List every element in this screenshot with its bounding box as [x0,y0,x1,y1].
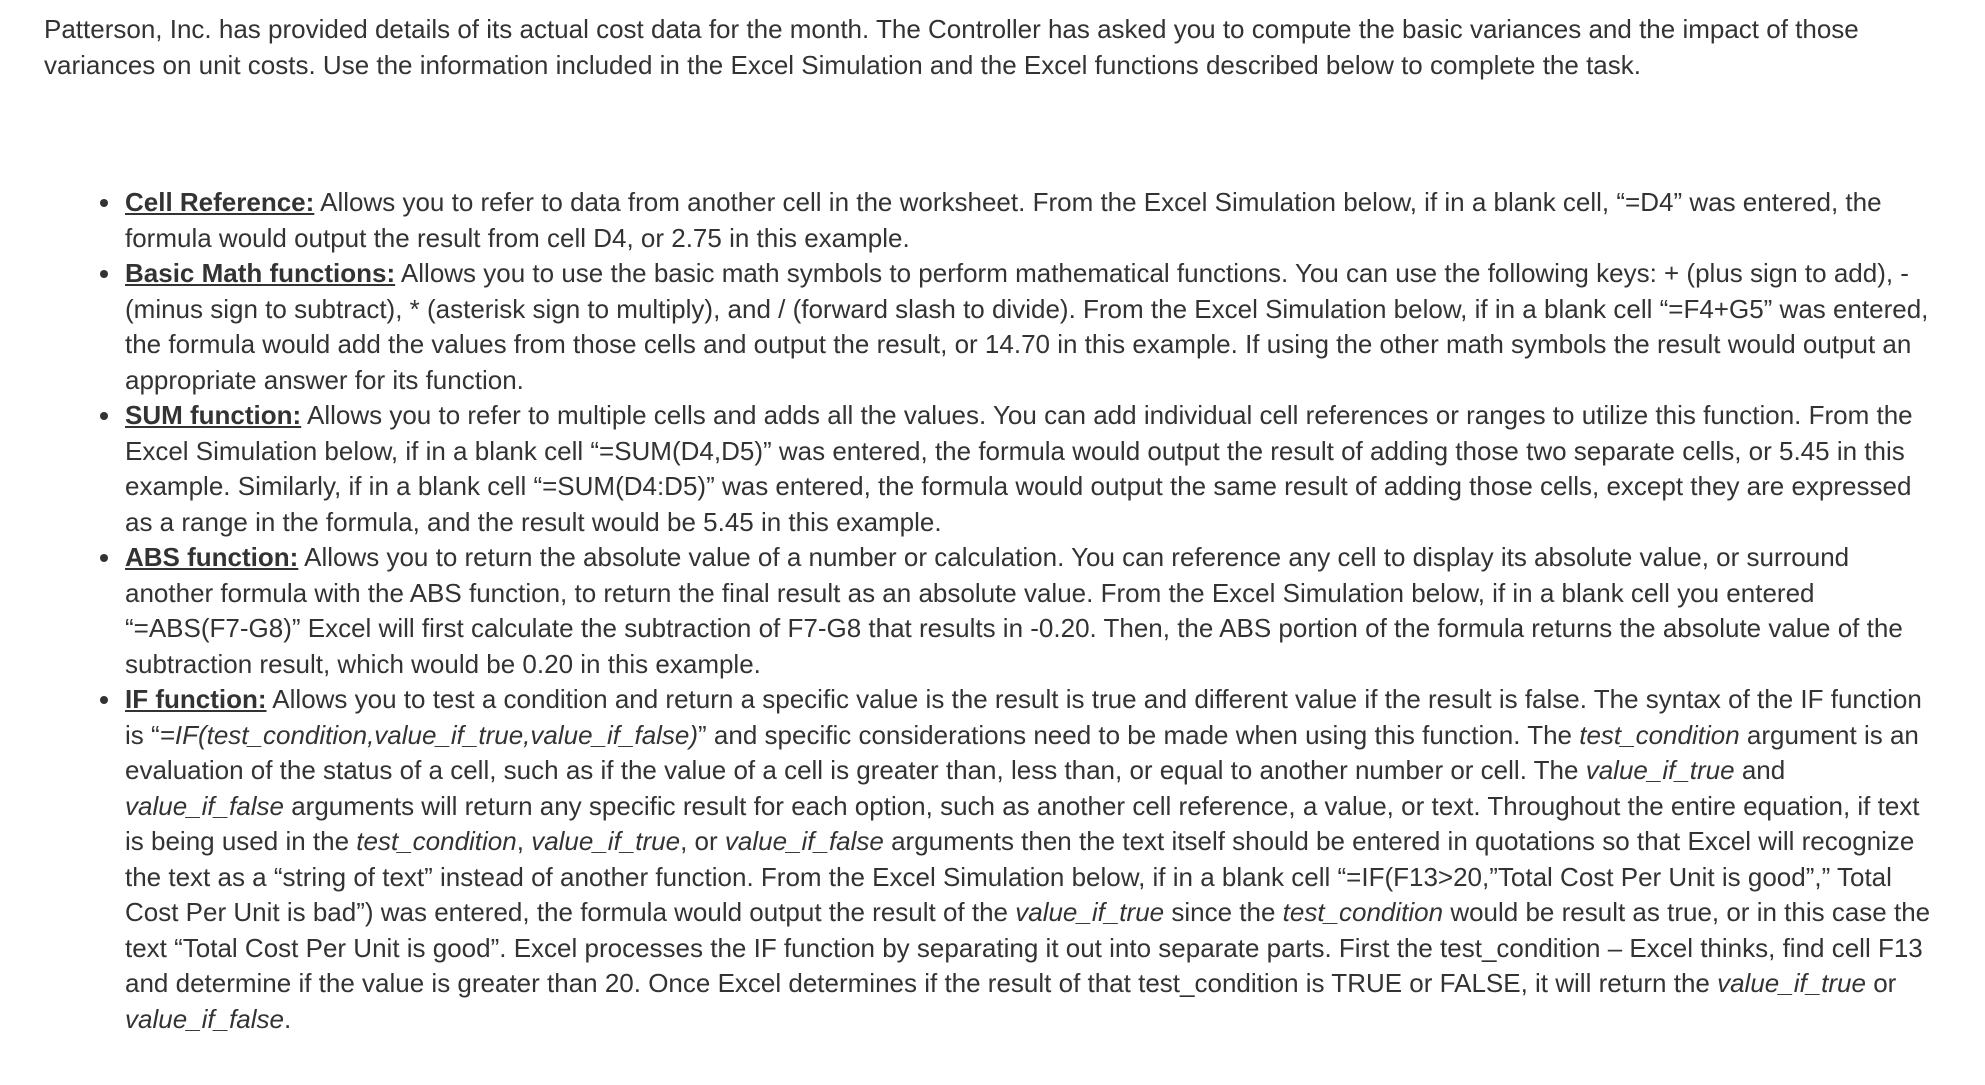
if-text: argument is an evaluation of the status of a cell, such as if the value of a cell is greater than, less than, or equal to another number or cell. The [125,719,1919,785]
if-text: . [284,1003,292,1034]
description-abs-function: Allows you to return the absolute value of a number or calculation. You can reference any cell to display its absolute value, or surround another formula with the ABS function, to return the final result as an absolute value. From the Excel Simulation below, if in a blank cell you entered “=ABS(F7-G8)” Excel will first calculate the subtraction of F7-G8 that results in -0.20. Then, the ABS portion of the formula returns the absolute value of the subtraction result, which would be 0.20 in this example. [125,542,1903,679]
arg-value-if-true: value_if_true [1585,755,1735,785]
list-item-sum-function [44,398,1944,540]
description-cell-reference: Allows you to refer to data from another cell in the worksheet. From the Excel Simulation below, if in a blank cell, “=D4” was entered, the formula would output the result from cell D4, or 2.75 in this example. [125,187,1882,253]
list-item-cell-reference [44,185,1944,256]
arg-value-if-false: value_if_false [125,1003,284,1034]
description-basic-math: Allows you to use the basic math symbols to perform mathematical functions. You can use the following keys: + (plus sign to add), - (minus sign to subtract), * (asterisk sign to multiply), and / (forward slash to divide). From the Excel Simulation below, if in a blank cell “=F4+G5” was entered, the formula would add the values from those cells and output the result, or 14.70 in this example. If using the other math symbols the result would output an appropriate answer for its function. [125,258,1929,395]
if-text: and [1734,755,1786,785]
term-abs-function: ABS function: [125,542,299,572]
intro-paragraph: Patterson, Inc. has provided details of its actual cost data for the month. The Controller has asked you to compute the basic variances and the impact of those variances on unit costs. Use the information included in the Excel Simulation and the Excel functions described below to complete the task. [44,14,1859,80]
arg-value-if-false: value_if_false [125,790,284,821]
list-item-abs-function [44,540,1944,682]
if-text: , [516,826,532,856]
if-text: ” and specific considerations need to be made when using this function. The [698,719,1580,750]
term-if-function: IF function: [125,684,267,714]
if-text: arguments will return any specific result for each option, such as another cell reference, a value, or text. Throughout the entire equation, if text is being used in the [125,790,1920,856]
arg-test-condition: test_condition [1579,719,1740,750]
if-text: Allows you to test a condition and return a specific value is the result is true and different value if the result is false. The syntax of the IF function is “ [125,684,1922,750]
if-text: arguments then the text itself should be entered in quotations so that Excel will recognize the text as a “string of text” instead of another function. From the Excel Simulation below, if in a blank cell “=IF(F13>20,”Total Cost Per Unit is good”,” Total Cost Per Unit is bad”) was entered, the formula would output the result of the [125,826,1915,927]
term-sum-function: SUM function: [125,400,302,430]
arg-value-if-true: value_if_true [1015,897,1165,927]
arg-test-condition: test_condition [1282,897,1444,927]
arg-value-if-true: value_if_true [531,826,681,856]
list-item-if-function [44,682,1944,1037]
if-text: since the [1164,897,1283,927]
arg-test-condition: test_condition [356,826,517,856]
arg-value-if-true: value_if_true [1717,968,1866,998]
excel-functions-list [44,185,1944,1037]
term-cell-reference: Cell Reference: [125,187,315,217]
instructions-content [44,12,1944,1034]
if-text: , or [680,826,725,856]
list-item-basic-math [44,256,1944,398]
arg-value-if-false: value_if_false [724,826,884,856]
if-text: or [1865,968,1897,998]
if-syntax: =IF(test_condition,value_if_true,value_if_false) [159,719,699,750]
term-basic-math: Basic Math functions: [125,258,396,288]
if-text: would be result as true, or in this case the text “Total Cost Per Unit is good”. Excel processes the IF function by separating it out into separate parts. First the test_condition – Excel thinks, find cell F13 and determine if the value is greater than 20. Once Excel determines if the result of that test_condition is TRUE or FALSE, it will return the [125,897,1931,998]
description-sum-function: Allows you to refer to multiple cells and adds all the values. You can add individual cell references or ranges to utilize this function. From the Excel Simulation below, if in a blank cell “=SUM(D4,D5)” was entered, the formula would output the result of adding those two separate cells, or 5.45 in this example. Similarly, if in a blank cell “=SUM(D4:D5)” was entered, the formula would output the same result of adding those cells, except they are expressed as a range in the formula, and the result would be 5.45 in this example. [125,400,1913,537]
